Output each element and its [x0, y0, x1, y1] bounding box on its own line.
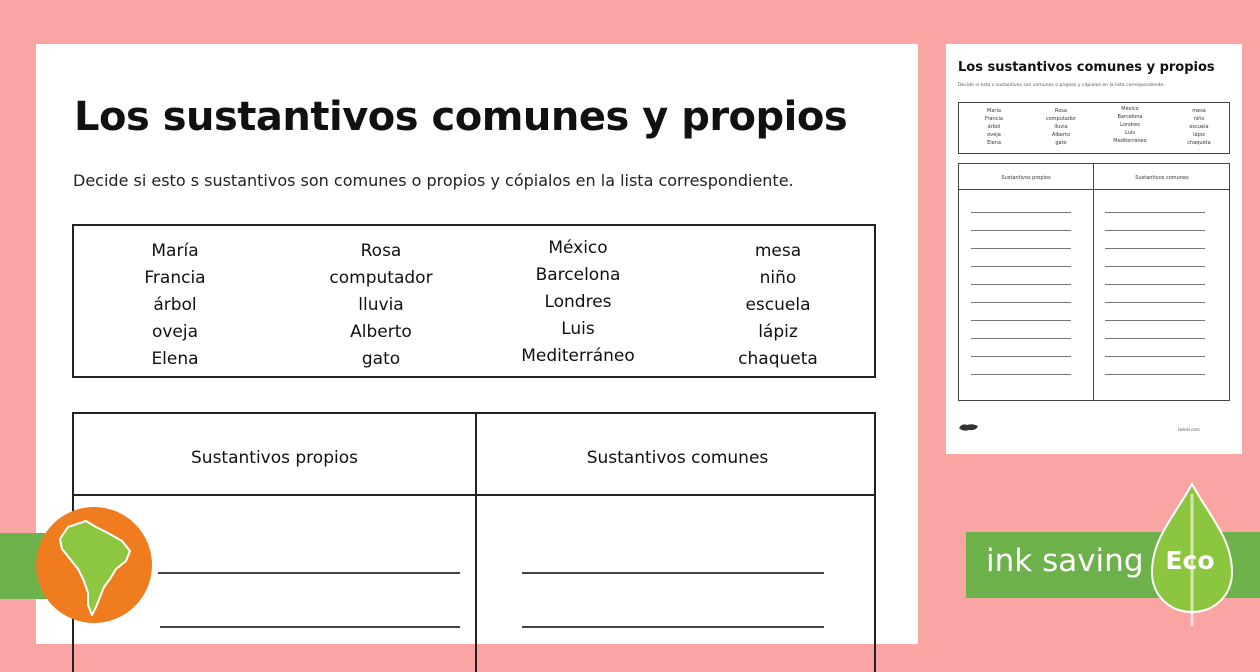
thumbnail-word: Rosa — [1055, 108, 1067, 114]
thumbnail-common-header: Sustantivos comunes — [1135, 175, 1189, 181]
proper-nouns-header: Sustantivos propios — [191, 448, 358, 468]
thumbnail-header-rule — [959, 189, 1229, 190]
word-item: María — [151, 241, 199, 261]
thumbnail-writing-line — [971, 374, 1071, 375]
thumbnail-writing-line — [971, 338, 1071, 339]
thumbnail-word-column — [979, 107, 1009, 147]
thumbnail-writing-line — [1105, 338, 1205, 339]
writing-line — [522, 572, 824, 574]
thumbnail-column-divider — [1093, 164, 1094, 400]
word-item: Luis — [561, 319, 595, 339]
thumbnail-word: chaqueta — [1187, 140, 1211, 146]
header-rule — [74, 494, 874, 496]
thumbnail-writing-line — [1105, 266, 1205, 267]
thumbnail-writing-line — [1105, 320, 1205, 321]
thumbnail-word: lluvia — [1054, 124, 1068, 130]
word-bank — [72, 224, 876, 378]
word-item: computador — [329, 268, 433, 288]
thumbnail-word: Luis — [1125, 130, 1135, 136]
word-item: Rosa — [360, 241, 402, 261]
thumbnail-title: Los sustantivos comunes y propios — [958, 60, 1215, 75]
word-column-2 — [326, 238, 436, 373]
word-item: Elena — [151, 349, 199, 369]
word-item: niño — [759, 268, 797, 288]
eco-label: Eco — [1165, 546, 1215, 575]
twinkl-logo-icon — [958, 422, 980, 432]
thumbnail-writing-line — [1105, 248, 1205, 249]
south-america-map-icon — [34, 505, 154, 625]
thumbnail-writing-line — [971, 284, 1071, 285]
word-column-3 — [518, 235, 638, 370]
word-item: oveja — [151, 322, 199, 342]
thumbnail-word: árbol — [987, 124, 1001, 130]
thumbnail-word-column — [1181, 107, 1217, 147]
writing-line — [522, 626, 824, 628]
thumbnail-instruction: Decide si esto s sustantivos son comunes o propios y cópialos en la lista correspondiente. — [958, 83, 1165, 88]
word-item: árbol — [153, 295, 197, 315]
ink-saving-label: ink saving — [986, 543, 1144, 579]
thumbnail-word: Mediterráneo — [1113, 138, 1147, 144]
word-column-4 — [734, 238, 822, 373]
writing-line — [160, 626, 460, 628]
word-item: lápiz — [758, 322, 798, 342]
thumbnail-writing-line — [971, 356, 1071, 357]
word-item: Mediterráneo — [521, 346, 635, 366]
word-item: escuela — [745, 295, 811, 315]
word-item: México — [548, 238, 608, 258]
thumbnail-word: Alberto — [1051, 132, 1071, 138]
thumbnail-writing-line — [971, 230, 1071, 231]
thumbnail-writing-line — [971, 212, 1071, 213]
writing-line — [158, 572, 460, 574]
word-item: lluvia — [358, 295, 404, 315]
word-item: chaqueta — [738, 349, 818, 369]
thumbnail-writing-line — [1105, 356, 1205, 357]
thumbnail-word: María — [987, 108, 1001, 114]
thumbnail-sorting-table — [958, 163, 1230, 401]
thumbnail-writing-line — [1105, 302, 1205, 303]
word-item: gato — [361, 349, 401, 369]
worksheet-page — [36, 44, 918, 644]
thumbnail-word: Barcelona — [1117, 114, 1143, 120]
word-item: Francia — [144, 268, 206, 288]
thumbnail-proper-header: Sustantivos propios — [1001, 175, 1051, 181]
thumbnail-writing-line — [971, 302, 1071, 303]
thumbnail-word-bank — [958, 102, 1230, 154]
thumbnail-word: escuela — [1189, 124, 1209, 130]
word-item: Alberto — [350, 322, 412, 342]
word-item: Barcelona — [535, 265, 621, 285]
worksheet-instruction: Decide si esto s sustantivos son comunes o propios y cópialos en la lista correspondiente. — [73, 171, 794, 190]
thumbnail-word: niño — [1193, 116, 1205, 122]
thumbnail-writing-line — [971, 320, 1071, 321]
word-item: mesa — [754, 241, 802, 261]
thumbnail-word-column — [1107, 105, 1153, 145]
sorting-table — [72, 412, 876, 672]
thumbnail-word: mesa — [1192, 108, 1206, 114]
thumbnail-writing-line — [971, 266, 1071, 267]
thumbnail-writing-line — [1105, 230, 1205, 231]
thumbnail-word-column — [1041, 107, 1081, 147]
thumbnail-footer-text: twinkl.com — [1178, 427, 1200, 432]
page-thumbnail — [946, 44, 1242, 454]
common-nouns-header: Sustantivos comunes — [586, 448, 769, 468]
thumbnail-word: Londres — [1120, 122, 1140, 128]
thumbnail-writing-line — [1105, 374, 1205, 375]
thumbnail-word: lápiz — [1193, 132, 1205, 138]
word-item: Londres — [544, 292, 612, 312]
thumbnail-word: Francia — [984, 116, 1003, 122]
word-column-1 — [144, 238, 206, 373]
thumbnail-word: computador — [1045, 116, 1077, 122]
thumbnail-writing-line — [971, 248, 1071, 249]
thumbnail-word: México — [1121, 106, 1139, 112]
thumbnail-word: gato — [1055, 140, 1067, 146]
thumbnail-word: Elena — [987, 140, 1001, 146]
worksheet-title: Los sustantivos comunes y propios — [74, 94, 848, 140]
thumbnail-writing-line — [1105, 212, 1205, 213]
thumbnail-writing-line — [1105, 284, 1205, 285]
thumbnail-word: oveja — [987, 132, 1001, 138]
